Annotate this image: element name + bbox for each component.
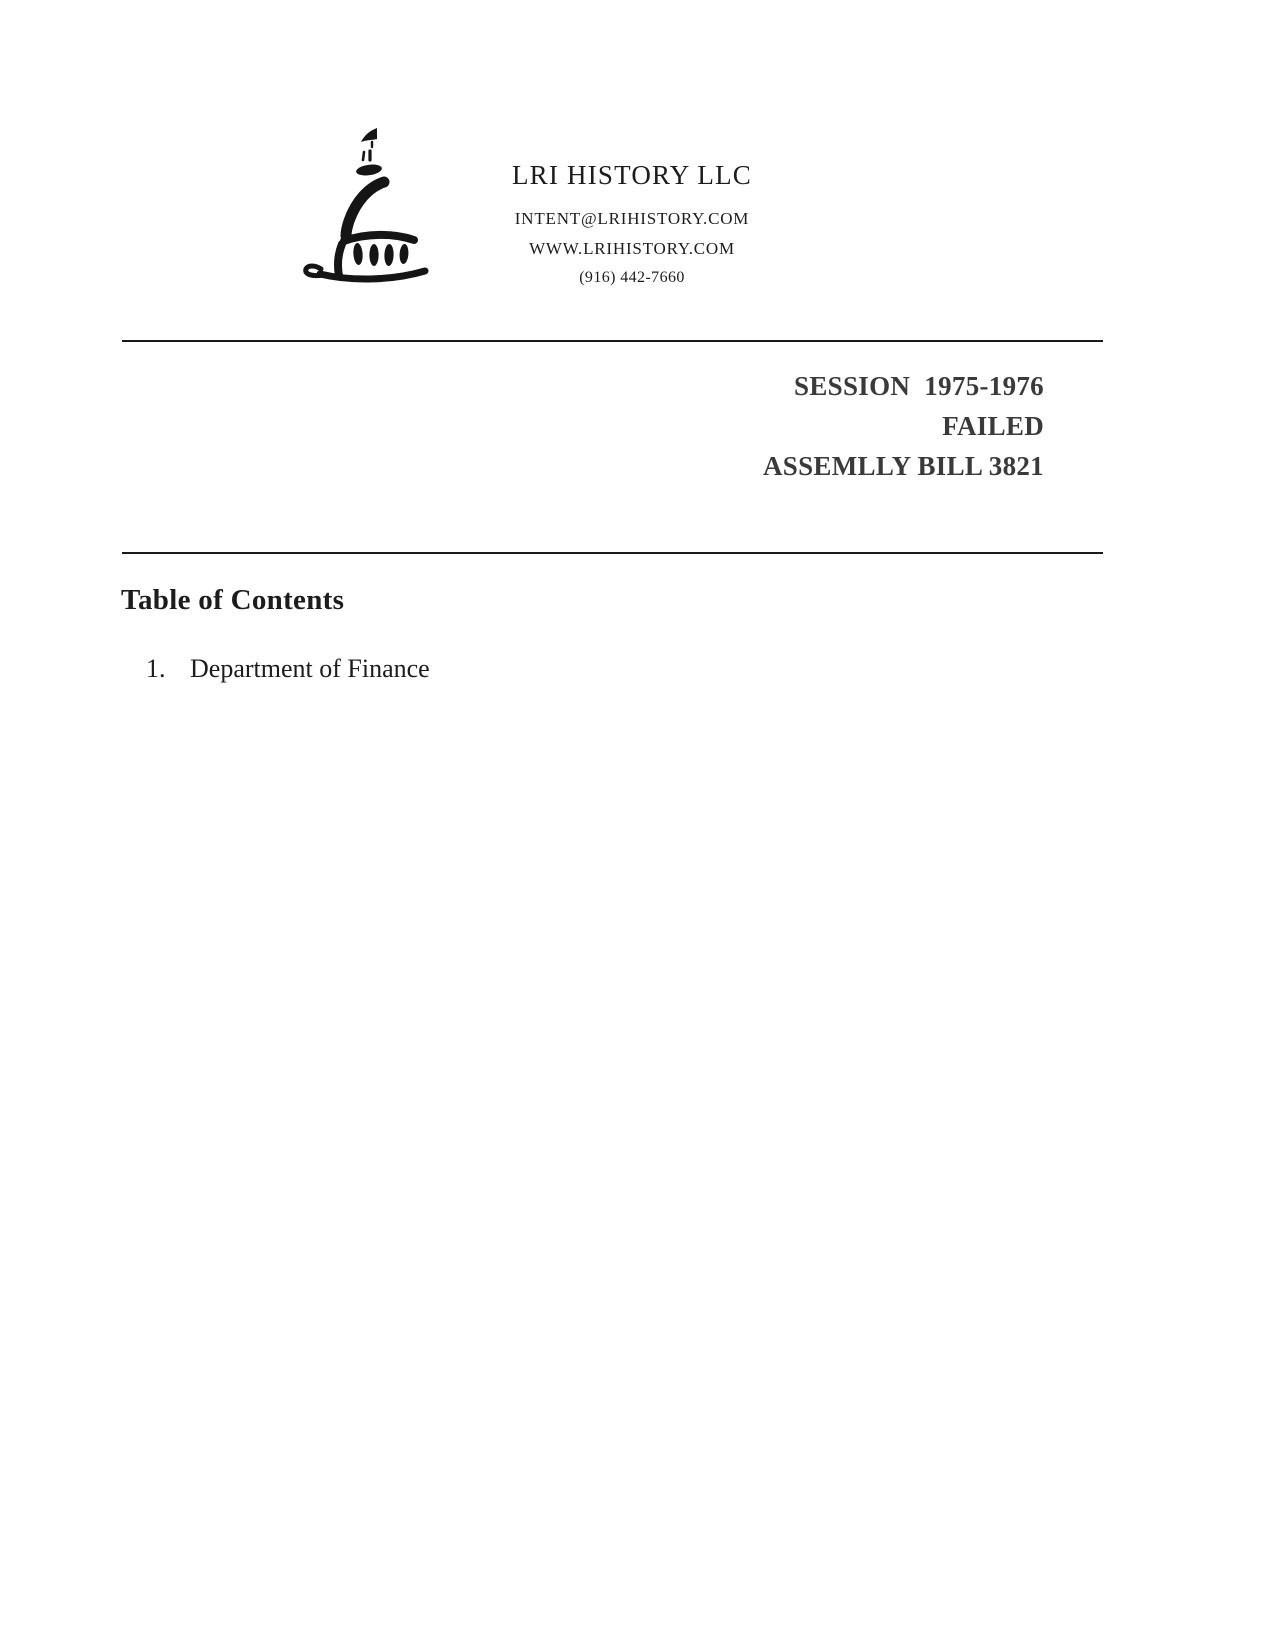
company-website: WWW.LRIHISTORY.COM xyxy=(529,239,735,258)
session-block xyxy=(763,366,1044,486)
toc-title: Table of Contents xyxy=(121,584,345,616)
toc-item-number: 1. xyxy=(146,654,166,683)
company-phone: (916) 442-7660 xyxy=(579,269,685,286)
divider-bottom xyxy=(122,552,1103,554)
company-name: LRI HISTORY LLC xyxy=(511,160,752,190)
bill-number: ASSEMLLY BILL 3821 xyxy=(762,451,1044,481)
toc-item-label: Department of Finance xyxy=(190,654,430,683)
bill-status: FAILED xyxy=(942,411,1044,441)
company-email: INTENT@LRIHISTORY.COM xyxy=(514,209,750,228)
divider-top xyxy=(122,340,1103,342)
toc-item xyxy=(146,654,430,684)
capitol-dome-logo-icon xyxy=(292,124,446,286)
session-years: SESSION 1975-1976 xyxy=(794,371,1044,401)
